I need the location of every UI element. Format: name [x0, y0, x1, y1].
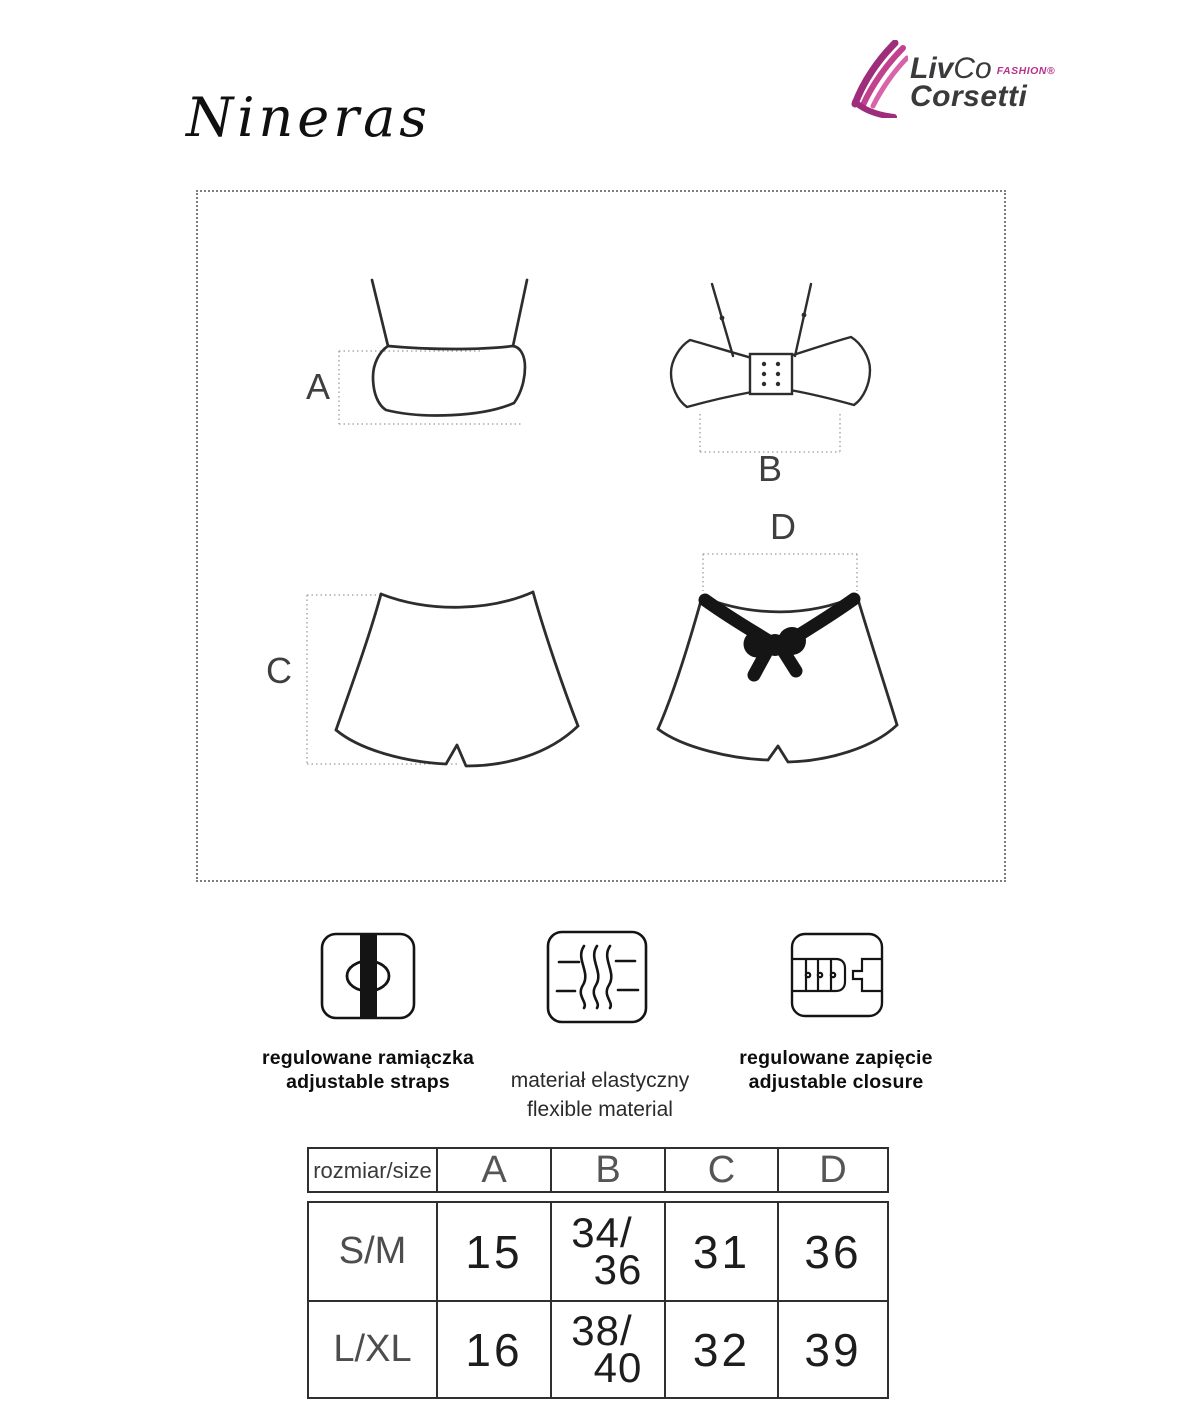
ribbon-bow — [705, 599, 854, 675]
measure-d-bracket — [703, 554, 857, 591]
feature-caption-material — [478, 1066, 722, 1124]
feature-material-line1: materiał elastyczny — [510, 1069, 690, 1092]
top-front-outline — [372, 280, 527, 415]
brand-wordmark — [910, 54, 1055, 112]
feature-straps-line2: adjustable straps — [286, 1071, 450, 1093]
header-cell-c: C — [664, 1149, 777, 1192]
top-front-drawing — [330, 276, 552, 434]
shorts-front-drawing — [300, 585, 622, 775]
brand-logo — [850, 40, 1055, 118]
header-cell-d: D — [777, 1149, 887, 1192]
size-table-header — [307, 1147, 889, 1193]
page-title: Nineras — [186, 86, 431, 149]
feature-material-line2: flexible material — [527, 1098, 673, 1121]
brand-corsetti: Corsetti — [910, 80, 1028, 113]
brand-liv: Liv — [910, 52, 954, 85]
dim-label-b: B — [757, 448, 782, 489]
cell-sm-b — [550, 1203, 664, 1300]
cell-lxl-b — [550, 1300, 664, 1397]
closure-hook-dots — [720, 313, 807, 387]
top-back-outline — [671, 284, 870, 407]
brand-fashion: FASHION® — [996, 65, 1056, 77]
feature-closure-line1: regulowane zapięcie — [739, 1047, 933, 1069]
size-table-body — [307, 1201, 889, 1399]
brand-swoosh-icon — [850, 40, 908, 118]
dim-label-d: D — [770, 506, 796, 547]
cell-sm-c: 31 — [664, 1203, 777, 1300]
cell-sm-a: 15 — [436, 1203, 550, 1300]
cell-lxl-b-top: 38/ — [571, 1307, 633, 1355]
cell-lxl-d: 39 — [777, 1300, 887, 1397]
feature-caption-closure — [714, 1046, 958, 1094]
cell-sm-d: 36 — [777, 1203, 887, 1300]
feature-straps-line1: regulowane ramiączka — [261, 1047, 475, 1069]
dim-label-a: A — [305, 366, 330, 407]
flexible-material-icon — [546, 930, 648, 1024]
adjustable-closure-icon — [790, 932, 884, 1018]
cell-sm-b-top: 34/ — [571, 1209, 633, 1257]
header-cell-size: rozmiar/size — [313, 1157, 432, 1183]
cell-sm-size: S/M — [338, 1230, 407, 1272]
cell-lxl-c: 32 — [664, 1300, 777, 1397]
measure-c-bracket — [307, 595, 458, 764]
cell-lxl-a: 16 — [436, 1300, 550, 1397]
feature-closure-line2: adjustable closure — [748, 1071, 924, 1093]
measure-b-bracket — [700, 414, 840, 452]
dim-label-c: C — [266, 650, 292, 691]
cell-lxl-size: L/XL — [309, 1300, 436, 1397]
shorts-front-outline — [336, 592, 578, 766]
adjustable-straps-icon — [320, 932, 416, 1020]
brand-co: Co — [953, 52, 992, 85]
feature-caption-straps — [246, 1046, 490, 1094]
measure-a-bracket — [339, 351, 522, 424]
shorts-back-outline — [658, 596, 897, 762]
cell-lxl-b-bottom: 40 — [593, 1343, 643, 1391]
cell-sm-b-bottom: 36 — [593, 1245, 643, 1293]
header-cell-a: A — [436, 1149, 550, 1192]
header-cell-b: B — [550, 1149, 664, 1192]
